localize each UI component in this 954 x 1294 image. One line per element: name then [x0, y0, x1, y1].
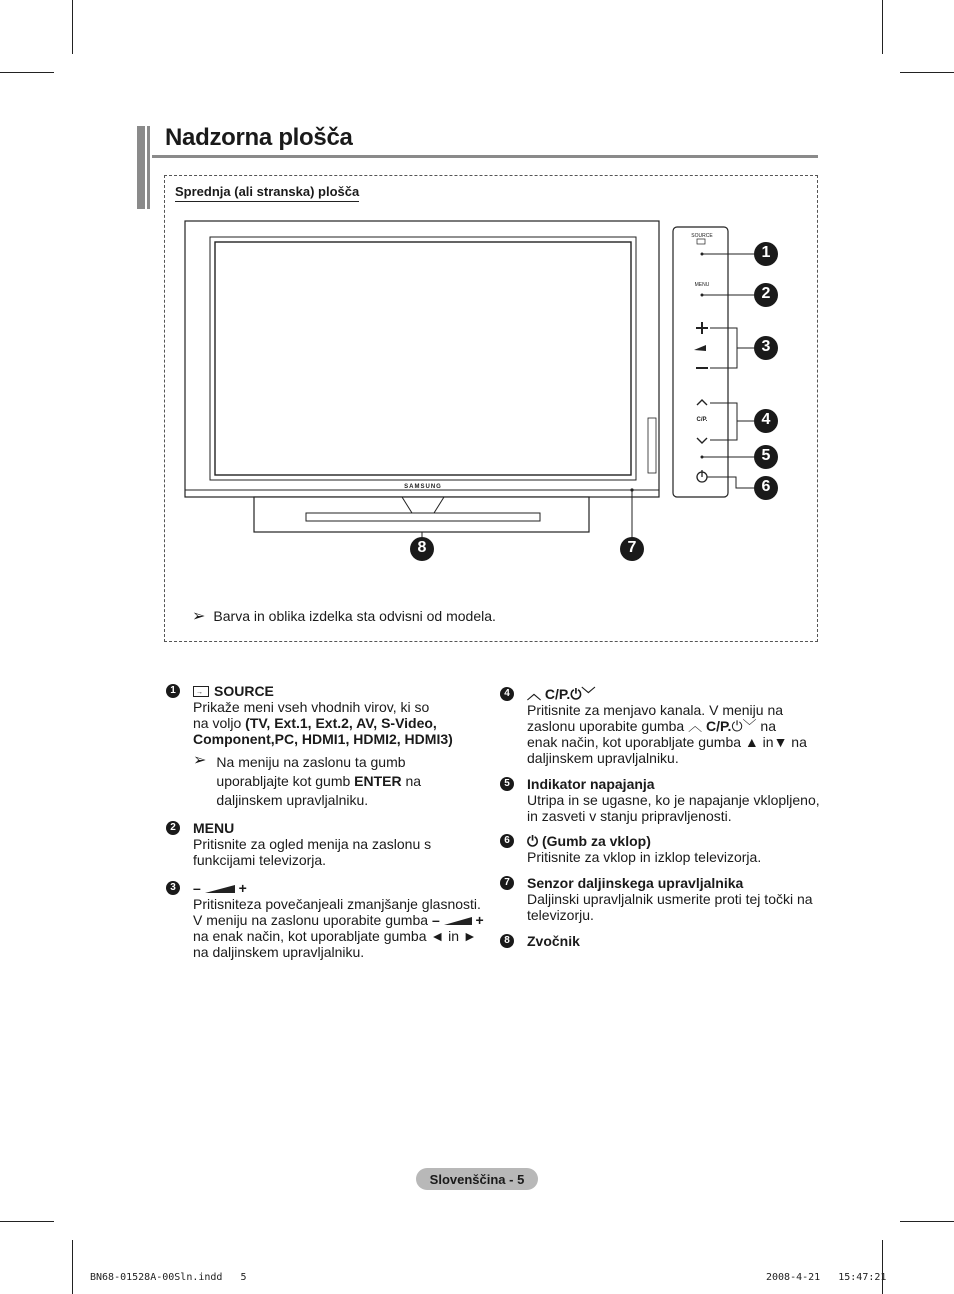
callout-8-label: 8: [417, 539, 427, 556]
speaker-grille: [306, 513, 540, 521]
item-text: zaslonu uporabite gumba: [527, 718, 689, 734]
panel-note-text: Barva in oblika izdelka sta odvisni od modela.: [213, 608, 496, 624]
item-text-bold: C/P.: [706, 718, 732, 734]
item-number: 5: [500, 777, 514, 791]
power-icon: ⏻: [527, 833, 539, 849]
page-title: Nadzorna plošča: [165, 124, 353, 151]
item-note-bold: ENTER: [354, 773, 402, 789]
item-label: Zvočnik: [527, 933, 580, 949]
page-footer: Slovenščina - 5: [416, 1168, 538, 1190]
title-rule: [152, 155, 818, 158]
timestamp: 2008-4-21 15:47:21: [766, 1272, 887, 1283]
item-label: Senzor daljinskega upravljalnika: [527, 875, 744, 891]
tv-screen: [215, 242, 631, 475]
item-text-bold: Component,PC, HDMI1, HDMI2, HDMI3): [193, 731, 453, 747]
item-note-text: Na meniju na zaslonu ta gumb: [216, 754, 406, 770]
note-arrow-icon: ➢: [192, 608, 206, 625]
volume-icon: [444, 916, 472, 926]
item-text: na daljinskem upravljalniku.: [193, 944, 365, 960]
item-text: Pritisnite za ogled menija na zaslonu s: [193, 836, 432, 852]
chevron-up-icon: ︿: [688, 718, 703, 734]
callout-4-label: 4: [761, 411, 771, 428]
item-text: televizorju.: [527, 907, 594, 923]
item-number: 4: [500, 687, 514, 701]
callout-2-label: 2: [761, 285, 771, 302]
item-number: 3: [166, 881, 180, 895]
item-text: na: [756, 718, 776, 734]
item-note-text: daljinskem upravljalniku.: [216, 792, 369, 808]
crop-mark: [900, 1221, 954, 1222]
power-icon: ⏻: [731, 718, 743, 734]
item-text: in zasveti v stanju pripravljenosti.: [527, 808, 732, 824]
item-text: Pritisnite za vklop in izklop televizorja.: [527, 849, 762, 865]
item-text: Prikaže meni vseh vhodnih virov, ki so: [193, 699, 430, 715]
tv-illustration: [170, 200, 810, 580]
tv-brand-logo: SAMSUNG: [404, 484, 442, 490]
crop-mark: [882, 1240, 883, 1294]
item-text: na voljo: [193, 715, 246, 731]
volume-icon: [205, 884, 235, 894]
crop-mark: [882, 0, 883, 54]
item-label: +: [238, 880, 247, 896]
title-decoration: [137, 126, 151, 209]
item-text: na enak način, kot uporabljate gumba ◄ in ►: [193, 928, 477, 944]
item-note-text: na: [401, 773, 422, 789]
chevron-down-icon: ﹀: [581, 686, 596, 702]
power-icon: ⏻: [570, 686, 582, 702]
item-text: Pritisnite za menjavo kanala. V meniju na: [527, 702, 784, 718]
item-label: Indikator napajanja: [527, 776, 655, 792]
item-text-bold: +: [475, 912, 484, 928]
callout-7-label: 7: [627, 539, 637, 556]
item-number: 2: [166, 821, 180, 835]
chevron-down-icon: ﹀: [742, 718, 757, 734]
chevron-up-icon: ︿: [527, 686, 541, 702]
item-text: V meniju na zaslonu uporabite gumba: [193, 912, 432, 928]
item-label: (Gumb za vklop): [541, 833, 651, 849]
note-arrow-icon: ➢: [193, 752, 207, 769]
item-number: 8: [500, 934, 514, 948]
item-text: daljinskem upravljalniku.: [527, 750, 679, 766]
crop-mark: [0, 1221, 54, 1222]
item-label: –: [193, 880, 201, 896]
item-text: Pritisniteza povečanjeali zmanjšanje glasnosti.: [193, 896, 481, 912]
panel-heading: Sprednja (ali stranska) plošča: [175, 184, 359, 202]
item-text-bold: (TV, Ext.1, Ext.2, AV, S-Video,: [245, 715, 437, 731]
item-text: Utripa in se ugasne, ko je napajanje vklopljeno,: [527, 792, 820, 808]
crop-mark: [72, 1240, 73, 1294]
panel-note: [192, 606, 496, 626]
item-text: funkcijami televizorja.: [193, 852, 327, 868]
side-menu-label: MENU: [694, 282, 710, 288]
side-source-label: SOURCE: [691, 233, 713, 239]
item-label: C/P.: [544, 686, 571, 702]
item-number: 1: [166, 684, 180, 698]
callout-3-label: 3: [761, 338, 771, 355]
crop-mark: [0, 72, 54, 73]
file-info: BN68-01528A-00Sln.indd 5: [90, 1272, 247, 1283]
callout-6-label: 6: [761, 478, 771, 495]
item-label: SOURCE: [214, 683, 274, 699]
item-text: enak način, kot uporabljate gumba ▲ in▼ na: [527, 734, 807, 750]
item-number: 7: [500, 876, 514, 890]
callout-5-label: 5: [761, 447, 771, 464]
item-text: Daljinski upravljalnik usmerite proti tej točki na: [527, 891, 813, 907]
source-icon: →: [193, 686, 209, 697]
item-label: MENU: [193, 820, 235, 836]
callout-1-label: 1: [761, 244, 771, 261]
item-note-text: uporabljajte kot gumb: [216, 773, 355, 789]
crop-mark: [900, 72, 954, 73]
side-cp-label: C/P.: [696, 417, 708, 423]
item-text-bold: –: [431, 912, 440, 928]
crop-mark: [72, 0, 73, 54]
item-number: 6: [500, 834, 514, 848]
